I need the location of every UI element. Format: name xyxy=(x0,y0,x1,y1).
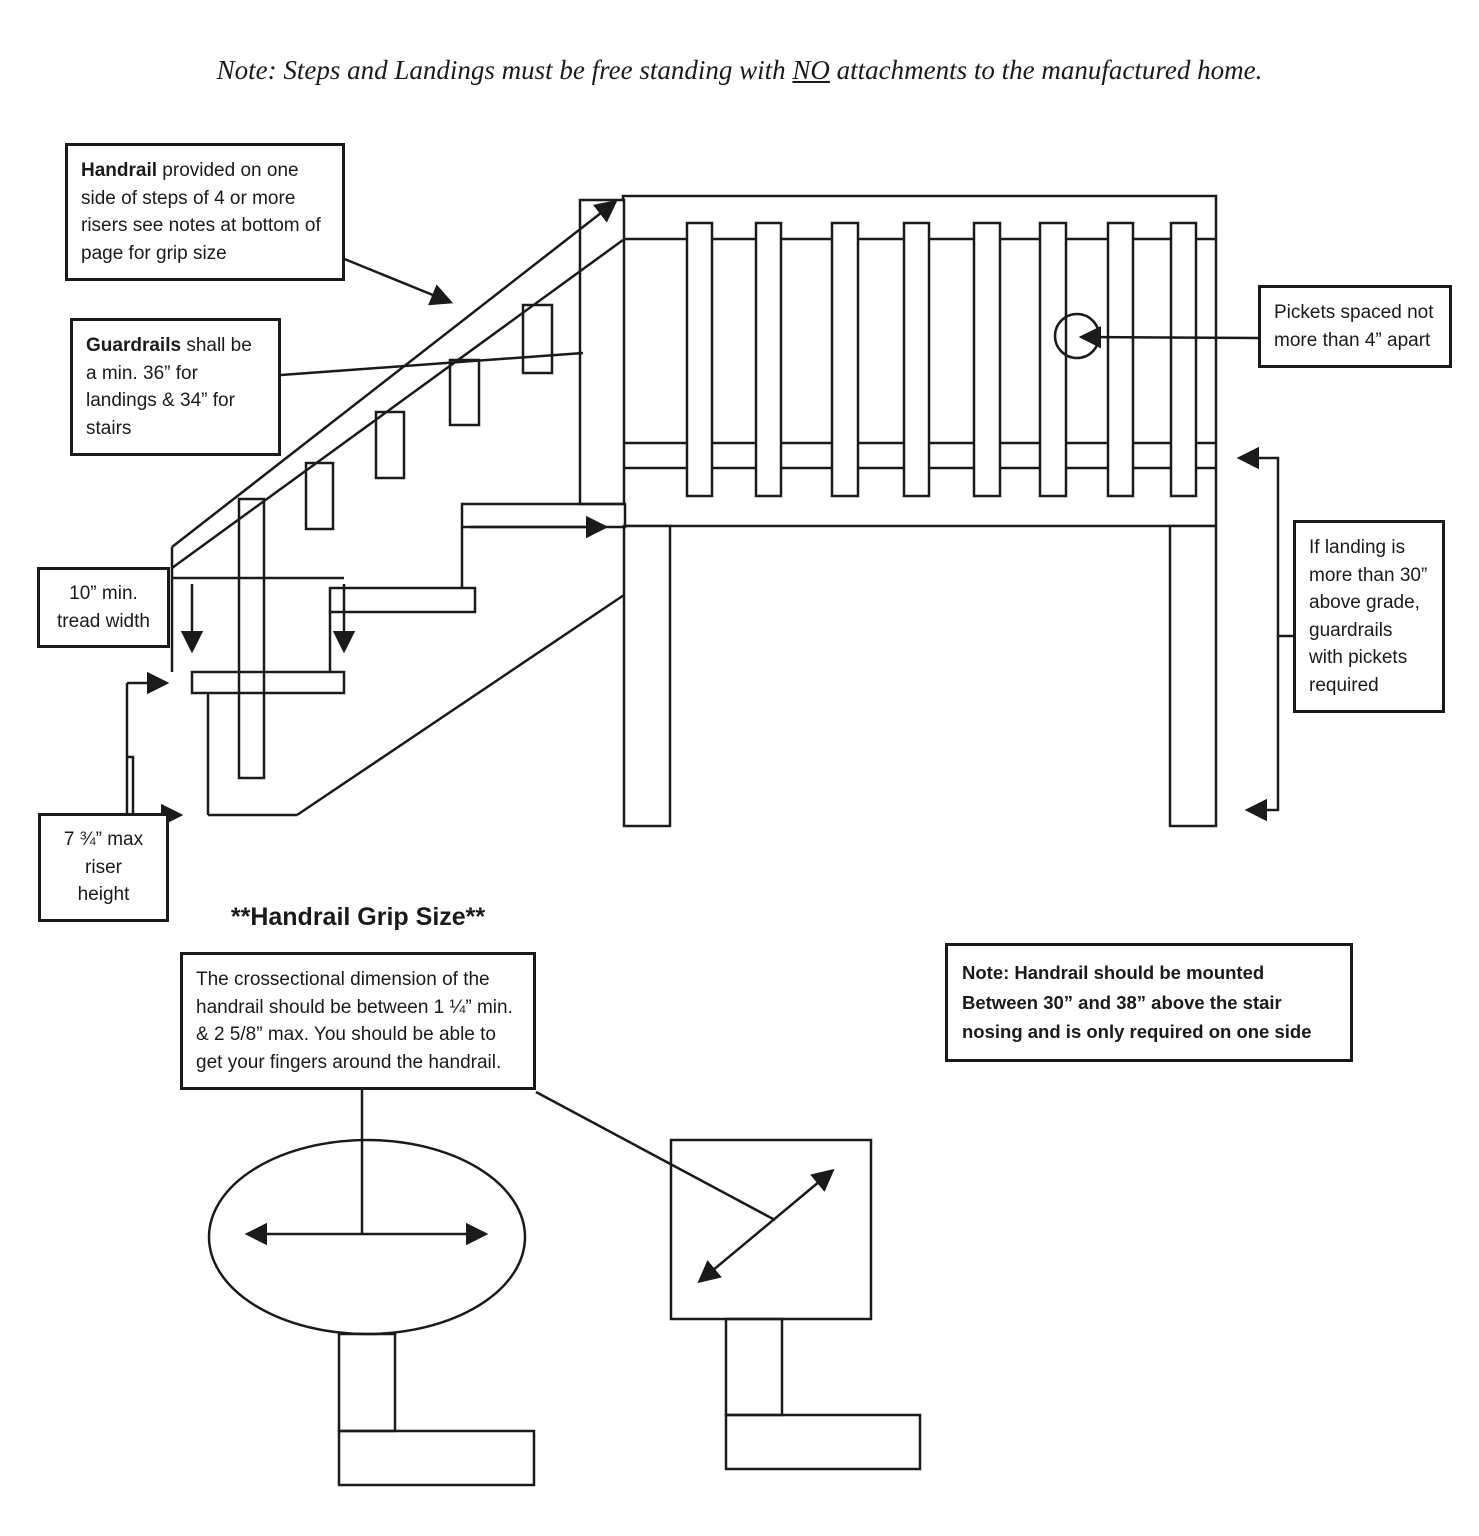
callout-handrail-lead: Handrail xyxy=(81,160,158,181)
landing-drawing xyxy=(580,196,1216,826)
page-title xyxy=(0,50,1479,92)
round-rail-ellipse xyxy=(209,1140,525,1334)
round-handrail-figure xyxy=(209,1090,534,1485)
picket xyxy=(1108,223,1133,496)
callout-riser xyxy=(38,813,169,922)
callout-tread xyxy=(37,567,170,648)
picket xyxy=(974,223,1000,496)
picket xyxy=(832,223,858,496)
square-diagonal-arrow xyxy=(700,1171,832,1281)
title-part2: attachments to the manufactured home. xyxy=(829,55,1263,85)
square-handrail-figure xyxy=(536,1092,920,1469)
support-post-right xyxy=(1170,526,1216,826)
grip-box-to-square-line xyxy=(536,1092,775,1220)
mount-note-text: Note: Handrail should be mounted Between 30” and 38” above the stair nosing and is only required on one side xyxy=(962,962,1312,1043)
square-rail-outline xyxy=(671,1140,871,1319)
picket xyxy=(1171,223,1196,496)
pickets-callout-arrow xyxy=(1082,337,1258,338)
tread-1 xyxy=(192,672,344,693)
deck-pickets xyxy=(687,223,1196,496)
callout-guardrails xyxy=(70,318,281,456)
stringer-diagonal xyxy=(297,595,624,815)
picket xyxy=(1040,223,1066,496)
square-rail-base xyxy=(726,1415,920,1469)
callout-handrail xyxy=(65,143,345,281)
grip-size-note xyxy=(180,952,536,1090)
stairs-drawing xyxy=(172,202,625,815)
handrail-callout-arrow xyxy=(342,258,450,302)
landing-bracket-bottom-arrow xyxy=(1248,636,1278,810)
picket xyxy=(687,223,712,496)
callout-pickets-text: Pickets spaced not more than 4” apart xyxy=(1274,302,1434,351)
picket xyxy=(756,223,781,496)
square-rail-stem xyxy=(726,1319,782,1415)
title-part1: Note: Steps and Landings must be free standing with xyxy=(216,55,793,85)
callout-landing xyxy=(1293,520,1445,713)
callout-guardrails-text: shall be a min. 36” for landings & 34” for stairs xyxy=(86,335,252,439)
picket xyxy=(239,499,264,778)
tread-3 xyxy=(462,504,625,527)
picket xyxy=(904,223,929,496)
title-emphasis: NO xyxy=(792,55,830,85)
support-post-left xyxy=(624,526,670,826)
picket xyxy=(376,412,404,478)
guardrail-callout-line xyxy=(281,353,583,375)
callout-guardrails-lead: Guardrails xyxy=(86,335,182,356)
round-rail-stem xyxy=(339,1334,395,1431)
grip-size-note-text: The crossectional dimension of the handrail should be between 1 ¼” min. & 2 5/8” max. You should be able to get your fingers around the handrail. xyxy=(196,969,513,1073)
callout-handrail-text: provided on one side of steps of 4 or more risers see notes at bottom of page for grip size xyxy=(81,160,321,264)
round-rail-base xyxy=(339,1431,534,1485)
picket xyxy=(450,360,479,425)
callout-pickets xyxy=(1258,285,1452,368)
grip-size-heading: **Handrail Grip Size** xyxy=(230,903,486,931)
picket xyxy=(306,463,333,529)
mount-note xyxy=(945,943,1353,1062)
stair-pickets xyxy=(239,305,552,778)
callout-tread-text: 10” min. tread width xyxy=(57,583,150,632)
landing-bracket-top-arrow xyxy=(1240,458,1293,636)
callout-landing-text: If landing is more than 30” above grade, guardrails with pickets required xyxy=(1309,537,1428,696)
picket xyxy=(523,305,552,373)
callout-riser-text: 7 ¾” max riser height xyxy=(63,829,144,906)
tread-2 xyxy=(330,588,475,612)
